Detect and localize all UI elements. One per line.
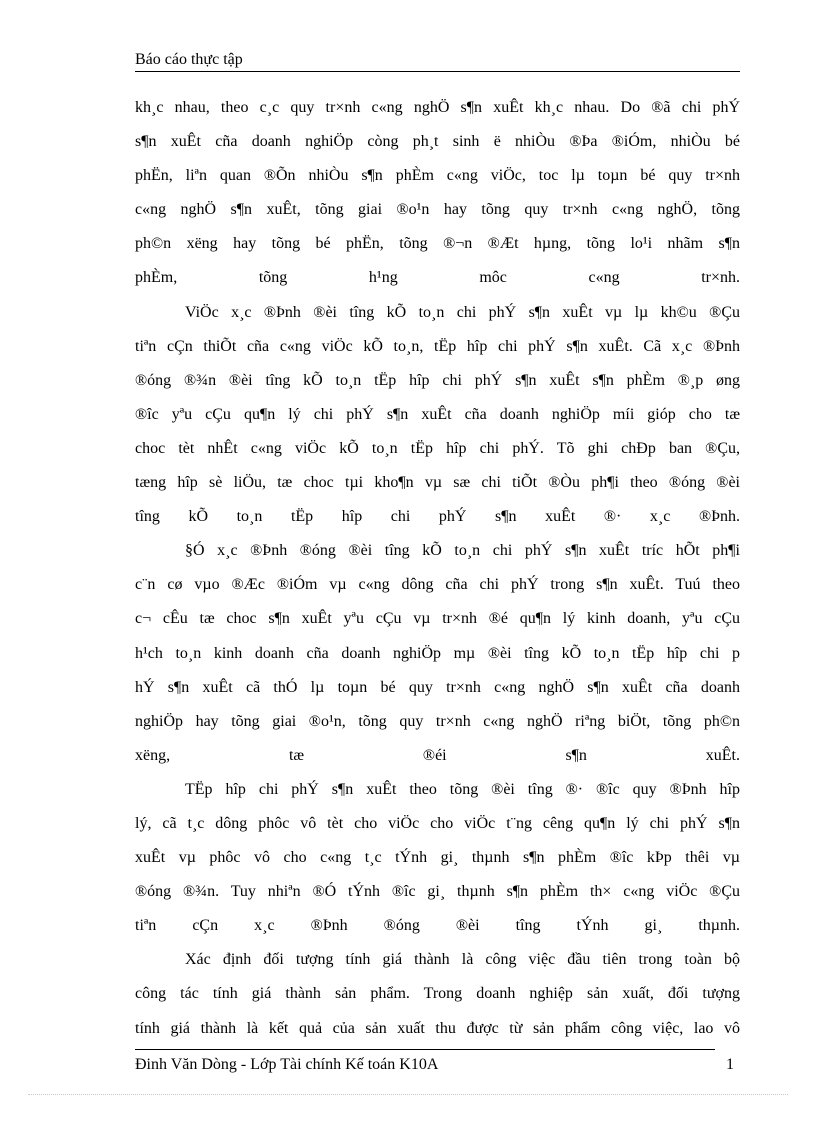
text-line: h¹ch to¸n kinh doanh cña doanh nghiÖp mµ ®èi tîng kÕ to¸n tËp hîp chi p bbox=[135, 644, 740, 662]
text-line: xëng, tæ ®éi s¶n xuÊt. bbox=[135, 746, 740, 764]
text-line: phËn, liªn quan ®Õn nhiÒu s¶n phÈm c«ng viÖc, toc lµ toµn bé quy tr×nh bbox=[135, 167, 740, 185]
page-number: 1 bbox=[726, 1056, 734, 1073]
text-line: c¬ cÊu tæ choc s¶n xuÊt yªu cÇu vµ tr×nh ®é qu¶n lý kinh doanh, yªu cÇu bbox=[135, 610, 740, 628]
text-line: tính giá thành là kết quả của sản xuất thu được từ sản phẩm công việc, lao vô bbox=[135, 1019, 740, 1037]
text-line: tiªn cÇn x¸c ®Þnh ®óng ®èi tîng tÝnh gi¸ thµnh. bbox=[135, 917, 740, 935]
text-line: ph©n xëng hay tõng bé phËn, tõng ®¬n ®Æt hµng, tõng lo¹i nhãm s¶n bbox=[135, 235, 740, 253]
text-line: tîng kÕ to¸n tËp hîp chi phÝ s¶n xuÊt ®· x¸c ®Þnh. bbox=[135, 508, 740, 526]
page-boundary bbox=[28, 1094, 788, 1095]
text-line: kh¸c nhau, theo c¸c quy tr×nh c«ng nghÖ s¶n xuÊt kh¸c nhau. Do ®ã chi phÝ bbox=[135, 99, 740, 116]
text-line: choc tèt nhÊt c«ng viÖc kÕ to¸n tËp hîp chi phÝ. Tõ ghi chÐp ban ®Çu, bbox=[135, 439, 740, 457]
document-body bbox=[135, 91, 740, 1046]
text-line: c«ng nghÖ s¶n xuÊt, tõng giai ®o¹n hay tõng quy tr×nh c«ng nghÖ, tõng bbox=[135, 201, 740, 219]
text-line: ®óng ®¾n. Tuy nhiªn ®Ó tÝnh ®îc gi¸ thµnh s¶n phÈm th× c«ng viÖc ®Çu bbox=[135, 883, 740, 901]
text-line: ®îc yªu cÇu qu¶n lý chi phÝ s¶n xuÊt cña doanh nghiÖp míi gióp cho tæ bbox=[135, 405, 740, 423]
text-line: hÝ s¶n xuÊt cã thÓ lµ toµn bé quy tr×nh c«ng nghÖ s¶n xuÊt cña doanh bbox=[135, 678, 740, 696]
text-line: s¶n xuÊt cña doanh nghiÖp còng ph¸t sinh ë nhiÒu ®Þa ®iÓm, nhiÒu bé bbox=[135, 133, 740, 151]
paragraph-start-line: TËp hîp chi phÝ s¶n xuÊt theo tõng ®èi tîng ®· ®îc quy ®Þnh hîp bbox=[185, 780, 740, 798]
text-line: ®óng ®¾n ®èi tîng kÕ to¸n tËp hîp chi phÝ s¶n xuÊt s¶n phÈm ®¸p øng bbox=[135, 371, 740, 389]
page-footer bbox=[135, 1054, 740, 1076]
text-line: c¨n cø vµo ®Æc ®iÓm vµ c«ng dông cña chi phÝ trong s¶n xuÊt. Tuú theo bbox=[135, 576, 740, 594]
paragraph-start-line: §Ó x¸c ®Þnh ®óng ®èi tîng kÕ to¸n chi phÝ s¶n xuÊt tríc hÕt ph¶i bbox=[185, 542, 740, 560]
text-line: tiªn cÇn thiÕt cña c«ng viÖc kÕ to¸n, tËp hîp chi phÝ s¶n xuÊt. Cã x¸c ®Þnh bbox=[135, 337, 740, 355]
text-line: tæng hîp sè liÖu, tæ choc tµi kho¶n vµ sæ chi tiÕt ®Òu ph¶i theo ®óng ®èi bbox=[135, 474, 740, 492]
text-line: lý, cã t¸c dông phôc vô tèt cho viÖc cho viÖc t¨ng cêng qu¶n lý chi phÝ s¶n bbox=[135, 814, 740, 832]
footer-author: Đinh Văn Dòng - Lớp Tài chính Kế toán K10A bbox=[135, 1056, 439, 1073]
text-line: xuÊt vµ phôc vô cho c«ng t¸c tÝnh gi¸ thµnh s¶n phÈm ®îc kÞp thêi vµ bbox=[135, 849, 740, 867]
page-header bbox=[135, 50, 740, 72]
text-line: công tác tính giá thành sản phẩm. Trong doanh nghiệp sản xuất, đối tượng bbox=[135, 985, 740, 1003]
text-line: phÈm, tõng h¹ng môc c«ng tr×nh. bbox=[135, 269, 740, 287]
header-title: Báo cáo thực tập bbox=[135, 51, 243, 68]
footer-divider bbox=[135, 1049, 715, 1050]
text-line: nghiÖp hay tõng giai ®o¹n, tõng quy tr×nh c«ng nghÖ riªng biÖt, tõng ph©n bbox=[135, 712, 740, 730]
paragraph-start-line: ViÖc x¸c ®Þnh ®èi tîng kÕ to¸n chi phÝ s¶n xuÊt vµ lµ kh©u ®Çu bbox=[185, 303, 740, 321]
paragraph-start-line: Xác định đối tượng tính giá thành là công việc đầu tiên trong toàn bộ bbox=[185, 951, 740, 969]
